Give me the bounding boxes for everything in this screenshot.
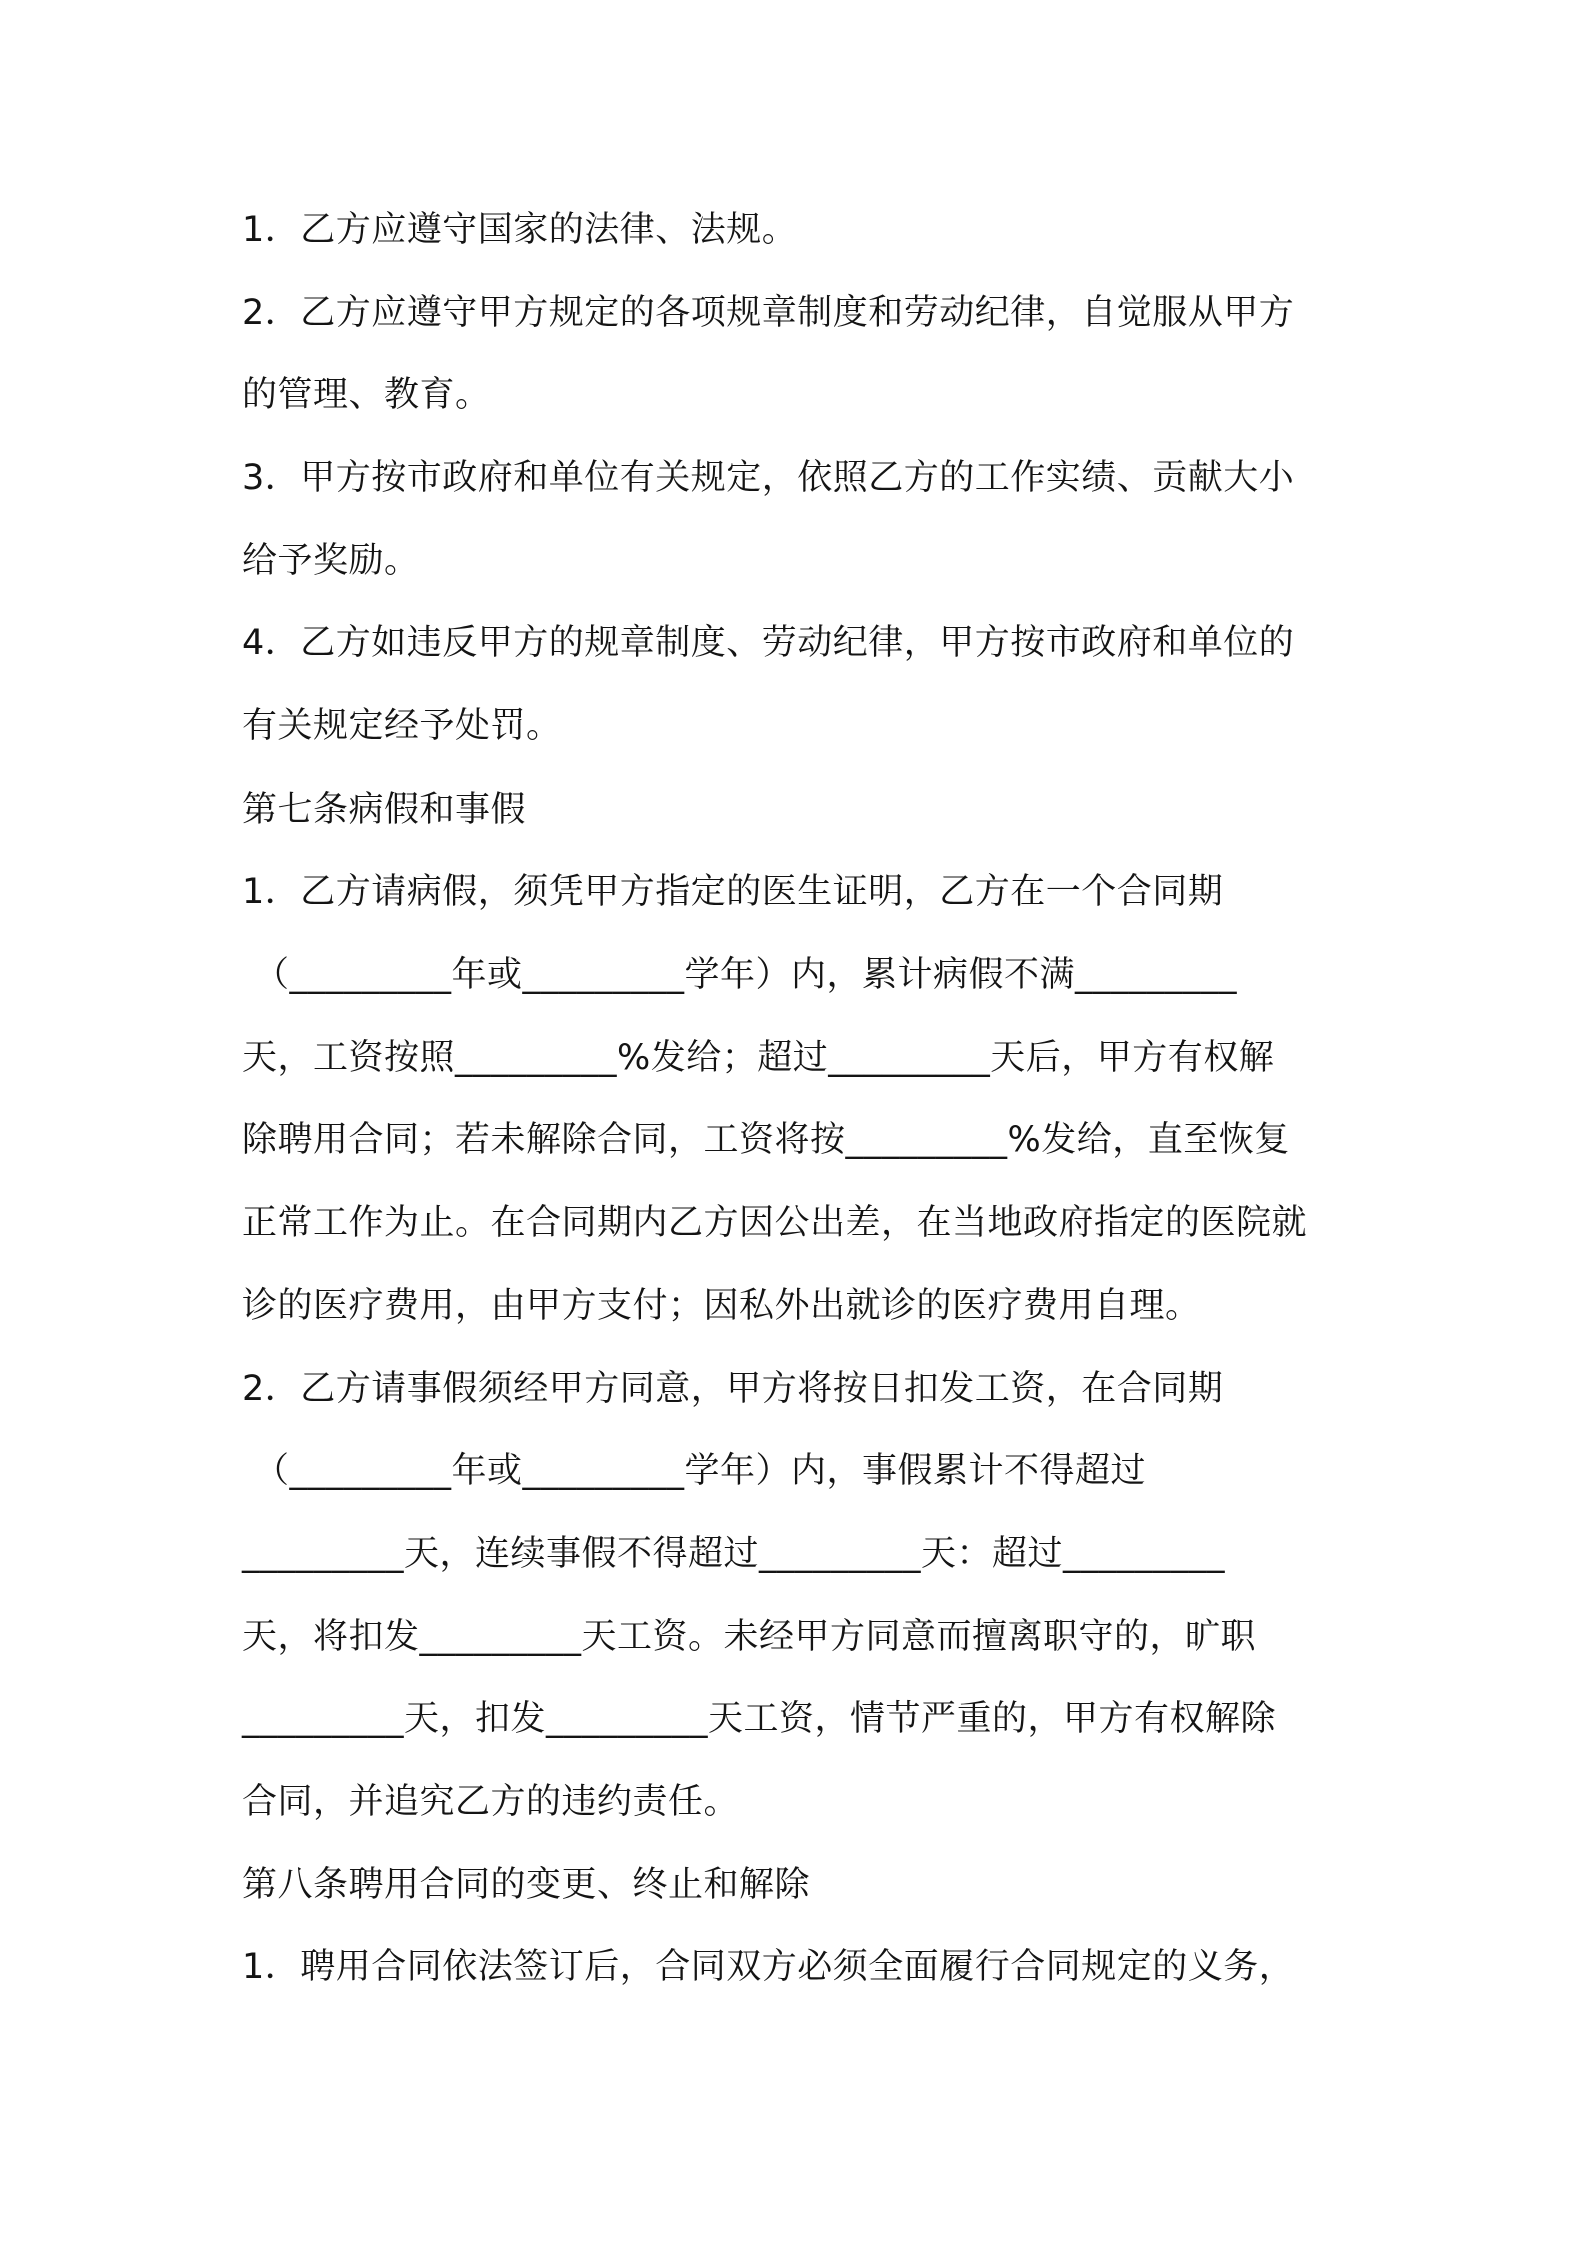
text-line: 天，工资按照_________%发给；超过_________天后，甲方有权解 <box>242 1038 1275 1078</box>
text-line: 的管理、教育。 <box>242 375 491 415</box>
text-line: （_________年或_________学年）内，事假累计不得超过 <box>254 1451 1147 1491</box>
text-line: 3．甲方按市政府和单位有关规定，依照乙方的工作实绩、贡献大小 <box>242 458 1295 498</box>
text-line: 1．聘用合同依法签订后，合同双方必须全面履行合同规定的义务， <box>242 1947 1295 1987</box>
text-line: （_________年或_________学年）内，累计病假不满_________ <box>254 955 1238 995</box>
text-line: _________天，连续事假不得超过_________天：超过_________ <box>242 1534 1226 1574</box>
text-line: 合同，并追究乙方的违约责任。 <box>242 1782 740 1822</box>
section-heading: 第七条病假和事假 <box>242 790 527 830</box>
text-line: 2．乙方应遵守甲方规定的各项规章制度和劳动纪律，自觉服从甲方 <box>242 293 1295 333</box>
text-line: 正常工作为止。在合同期内乙方因公出差，在当地政府指定的医院就 <box>242 1203 1308 1243</box>
text-line: 1．乙方请病假，须凭甲方指定的医生证明，乙方在一个合同期 <box>242 872 1224 912</box>
text-line: 2．乙方请事假须经甲方同意，甲方将按日扣发工资，在合同期 <box>242 1369 1224 1409</box>
text-line: 除聘用合同；若未解除合同，工资将按_________%发给，直至恢复 <box>242 1120 1290 1160</box>
text-line: 4．乙方如违反甲方的规章制度、劳动纪律，甲方按市政府和单位的 <box>242 623 1295 663</box>
text-line: 1．乙方应遵守国家的法律、法规。 <box>242 210 798 250</box>
text-line: 有关规定经予处罚。 <box>242 706 562 746</box>
section-heading: 第八条聘用合同的变更、终止和解除 <box>242 1865 811 1905</box>
text-line: 天，将扣发_________天工资。未经甲方同意而擅离职守的，旷职 <box>242 1617 1257 1657</box>
text-line: 给予奖励。 <box>242 541 420 581</box>
text-line: 诊的医疗费用，由甲方支付；因私外出就诊的医疗费用自理。 <box>242 1286 1201 1326</box>
text-line: _________天，扣发_________天工资，情节严重的，甲方有权解除 <box>242 1699 1277 1739</box>
